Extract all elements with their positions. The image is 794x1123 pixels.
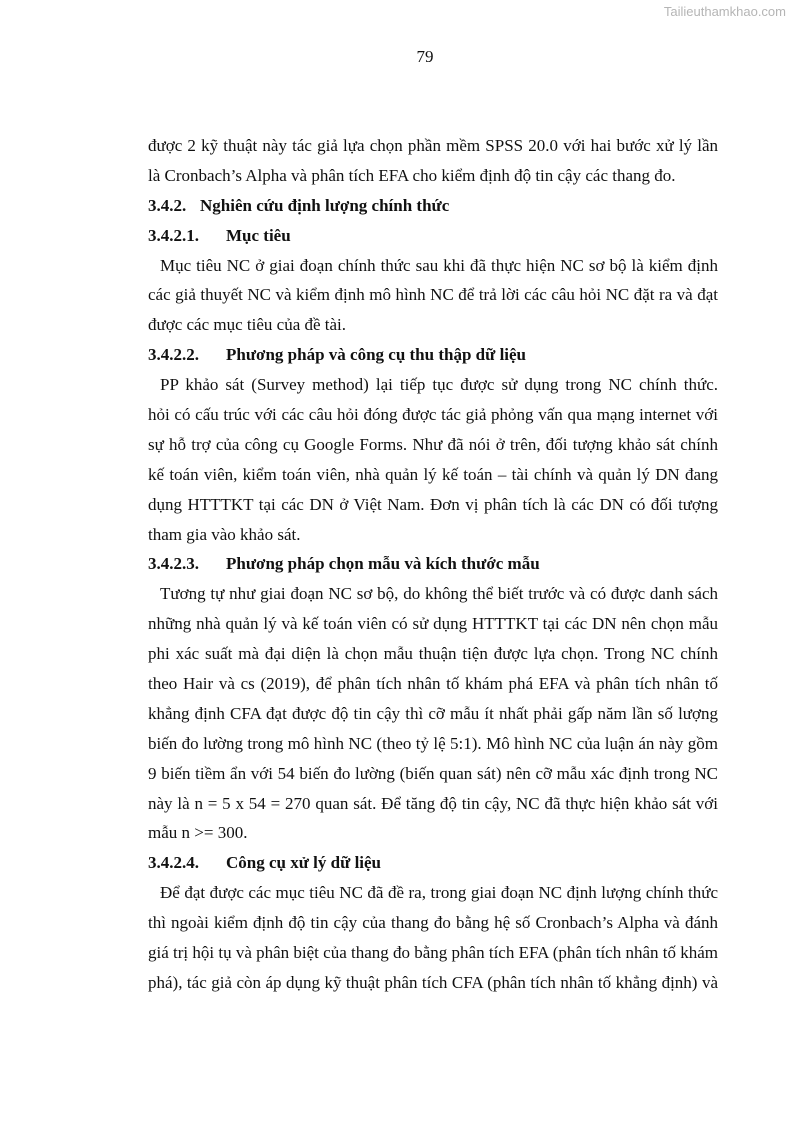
heading-title: Mục tiêu xyxy=(226,225,291,245)
text-line: kế toán viên, kiểm toán viên, nhà quản lý kế toán – tài chính và quản lý DN đang xyxy=(148,464,718,484)
text-line: mẫu n >= 300. xyxy=(148,823,248,843)
document-body xyxy=(148,131,718,998)
paragraph xyxy=(148,131,718,191)
heading-number: 3.4.2.4. xyxy=(148,853,199,873)
section-heading xyxy=(148,221,718,251)
paragraph xyxy=(148,251,718,341)
text-line: Để đạt được các mục tiêu NC đã đề ra, trong giai đoạn NC định lượng chính thức xyxy=(160,883,718,903)
paragraph xyxy=(148,878,718,998)
text-line: này là n = 5 x 54 = 270 quan sát. Để tăng độ tin cậy, NC đã thực hiện khảo sát với xyxy=(148,793,718,813)
text-line: giá trị hội tụ và phân biệt của thang đo bằng phân tích EFA (phân tích nhân tố khám xyxy=(148,943,718,963)
text-line: phá), tác giả còn áp dụng kỹ thuật phân tích CFA (phân tích nhân tố khẳng định) và xyxy=(148,972,718,992)
heading-number: 3.4.2.3. xyxy=(148,554,199,574)
text-line: Mục tiêu NC ở giai đoạn chính thức sau khi đã thực hiện NC sơ bộ là kiểm định xyxy=(160,255,718,275)
section-heading xyxy=(148,191,718,221)
text-line: 9 biến tiềm ẩn với 54 biến đo lường (biến quan sát) nên cỡ mẫu xác định trong NC xyxy=(148,763,718,783)
section-heading xyxy=(148,848,718,878)
text-line: phi xác suất mà đại diện là chọn mẫu thuận tiện được lựa chọn. Trong NC chính xyxy=(148,644,718,664)
heading-title: Phương pháp và công cụ thu thập dữ liệu xyxy=(226,345,527,365)
text-line: sự hỗ trợ của công cụ Google Forms. Như đã nói ở trên, đối tượng khảo sát chính xyxy=(148,434,718,454)
section-heading xyxy=(148,549,718,579)
heading-title: Công cụ xử lý dữ liệu xyxy=(226,853,382,873)
text-line: theo Hair và cs (2019), để phân tích nhân tố khám phá EFA và phân tích nhân tố xyxy=(148,674,718,694)
text-line: là Cronbach’s Alpha và phân tích EFA cho kiểm định độ tin cậy các thang đo. xyxy=(148,165,676,185)
text-line: các giả thuyết NC và kiểm định mô hình NC để trả lời các câu hỏi NC đặt ra và đạt xyxy=(148,285,718,305)
text-line: những nhà quản lý và kế toán viên có sử dụng HTTTKT tại các DN nên chọn mẫu xyxy=(148,614,718,634)
watermark: Tailieuthamkhao.com xyxy=(663,4,786,19)
text-line: Tương tự như giai đoạn NC sơ bộ, do không thể biết trước và có được danh sách xyxy=(160,584,718,604)
page-number: 79 xyxy=(416,47,434,66)
heading-title: Nghiên cứu định lượng chính thức xyxy=(200,195,450,215)
text-line: được 2 kỹ thuật này tác giả lựa chọn phần mềm SPSS 20.0 với hai bước xử lý lần xyxy=(148,136,718,155)
heading-title: Phương pháp chọn mẫu và kích thước mẫu xyxy=(226,554,540,574)
paragraph xyxy=(148,579,718,848)
text-line: PP khảo sát (Survey method) lại tiếp tục được sử dụng trong NC chính thức. xyxy=(160,375,718,395)
section-heading xyxy=(148,340,718,370)
text-line: được các mục tiêu của đề tài. xyxy=(148,315,347,335)
text-line: dụng HTTTKT tại các DN ở Việt Nam. Đơn vị phân tích là các DN có đối tượng xyxy=(148,494,718,514)
text-line: khẳng định CFA đạt được độ tin cậy thì cỡ mẫu ít nhất phải gấp năm lần số lượng xyxy=(148,703,718,723)
text-line: thì ngoài kiểm định độ tin cậy của thang đo bằng hệ số Cronbach’s Alpha và đánh xyxy=(148,913,718,933)
heading-number: 3.4.2. xyxy=(148,195,187,215)
text-line: biến đo lường trong mô hình NC (theo tỷ lệ 5:1). Mô hình NC của luận án này gồm xyxy=(148,733,718,753)
text-line: hỏi có cấu trúc với các câu hỏi đóng được tác giả phỏng vấn qua mạng internet với xyxy=(148,405,718,425)
paragraph xyxy=(148,370,718,549)
heading-number: 3.4.2.2. xyxy=(148,345,199,365)
text-line: tham gia vào khảo sát. xyxy=(148,524,301,544)
heading-number: 3.4.2.1. xyxy=(148,225,199,245)
